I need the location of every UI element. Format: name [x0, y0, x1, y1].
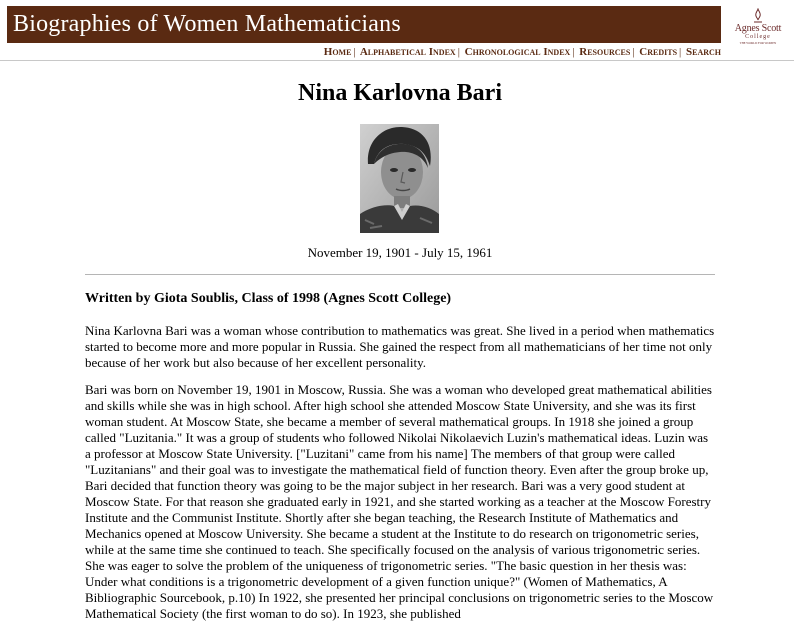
portrait-photo: [360, 124, 439, 233]
portrait-image: [360, 124, 439, 233]
biography-content: [85, 290, 717, 633]
nav-chronological-index[interactable]: Chronological Index: [464, 46, 571, 58]
logo-name: Agnes Scott: [734, 23, 782, 34]
nav-search[interactable]: Search: [685, 46, 721, 58]
nav-divider: [0, 60, 794, 61]
nav-separator: |: [679, 46, 682, 58]
site-banner: [7, 6, 721, 43]
nav-resources[interactable]: Resources: [579, 46, 631, 58]
author-byline: Written by Giota Soublis, Class of 1998 (Agnes Scott College): [85, 291, 452, 306]
logo-sub: College: [745, 34, 771, 40]
nav-separator: |: [632, 46, 635, 58]
site-title[interactable]: Biographies of Women Mathematicians: [13, 11, 401, 37]
nav-separator: |: [353, 46, 356, 58]
nav-home[interactable]: Home: [323, 46, 352, 58]
main-nav: [7, 44, 721, 60]
content-divider: [85, 274, 715, 275]
logo-tagline: THE WORLD FOR WOMEN: [739, 41, 777, 45]
nav-credits[interactable]: Credits: [639, 46, 678, 58]
flame-emblem-icon: [750, 8, 766, 24]
college-logo[interactable]: [722, 8, 794, 52]
nav-separator: |: [457, 46, 460, 58]
paragraph: Bari was born on November 19, 1901 in Moscow, Russia. She was a woman who developed great mathematical abilities and skills while she was in high school. After high school she attended Moscow State University, and she was its first woman student. At Moscow State, she became a member of several mathematical groups. In 1918 she joined a group called "Luzitania." It was a group of students who followed Nikolai Nikolaevich Luzin's mathematical ideas. Luzin was a professor at Moscow State University. ["Luzitani" came from his name] The members of that group were called "Luzitanians" and their goal was to investigate the mathematical field of function theory. Even after the group broke up, Bari decided that function theory was going to be the major subject in her research. Bari was a very good student at Moscow State. For that reason she graduated early in 1921, and she started working as a teacher at the Moscow Forestry Institute and the Communist Institute. Shortly after she began teaching, the Research Institute of Mathematics and Mechanics opened at Moscow University. She became a student at the Institute to do research on trigonometric series, while at the same time she continued to teach. She specifically focused on the analysis of various trigonometric series. She was eager to solve the problem of the uniqueness of trigonometric series. "The basic question in her thesis was: Under what conditions is a trigonometric development of a given function unique?" (Women of Mathematics, A Bibliographic Sourcebook, p.10) In 1922, she presented her principal conclusions on trigonometric series to the Moscow Mathematical Society (the first woman to do so). In 1923, she published: [85, 382, 714, 621]
nav-separator: |: [572, 46, 575, 58]
nav-alphabetical-index[interactable]: Alphabetical Index: [359, 46, 456, 58]
paragraph: Nina Karlovna Bari was a woman whose contribution to mathematics was great. She lived in a period when mathematics started to become more and more popular in Russia. She gained the respect from all mathematicians of her time not only because of her work but also because of her excellent personality.: [85, 323, 715, 370]
life-dates: November 19, 1901 - July 15, 1961: [307, 245, 493, 260]
page-title: Nina Karlovna Bari: [297, 80, 502, 106]
